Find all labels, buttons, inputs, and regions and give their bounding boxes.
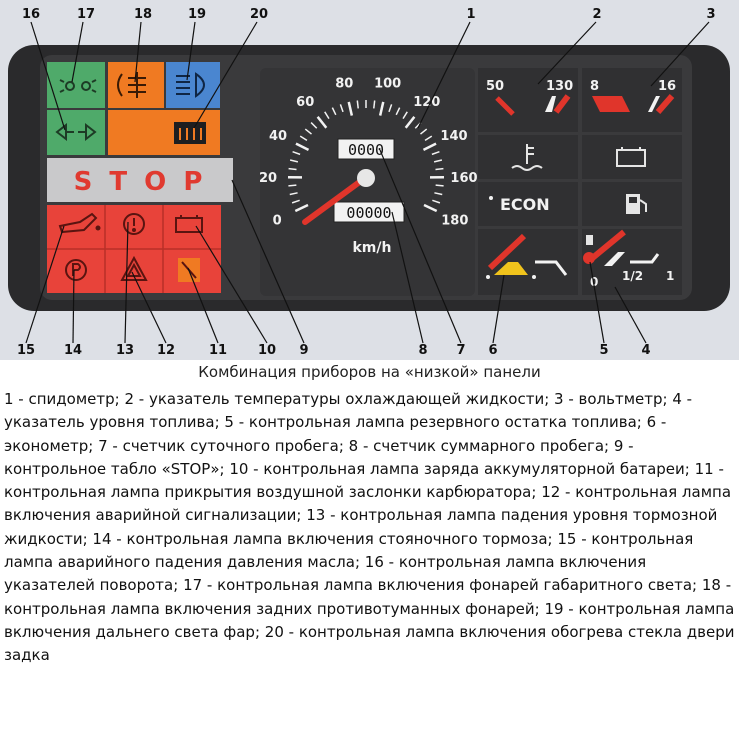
callout-10: 10: [257, 343, 277, 358]
total-counter: 00000: [346, 204, 392, 222]
callout-12: 12: [156, 343, 176, 358]
speed-minor-tick: [435, 169, 443, 170]
callout-8: 8: [418, 343, 428, 358]
callout-20: 20: [249, 7, 269, 22]
battery-lamp-right: [582, 135, 682, 179]
daily-counter: 0000: [347, 141, 385, 159]
callout-5: 5: [599, 343, 609, 358]
speed-tick-label: 80: [335, 76, 354, 92]
figure-caption: Комбинация приборов на «низкой» панели: [198, 363, 541, 381]
speed-minor-tick: [374, 100, 375, 108]
instrument-cluster-figure: [0, 0, 739, 360]
speed-tick-label: 160: [450, 171, 478, 187]
speed-minor-tick: [289, 169, 297, 170]
callout-4: 4: [641, 343, 651, 358]
legend-line: 1 - спидометр; 2 - указатель температуры охлаждающей жидкости; 3 - вольтметр; 4 - указатель уровня топлива; 5 - контрольная лампа резервного остатка топлива;: [4, 390, 693, 432]
fuel-half-label: 1/2: [622, 269, 644, 283]
callout-2: 2: [592, 7, 602, 22]
stop-label: S T O P: [73, 167, 207, 197]
callout-14: 14: [63, 343, 83, 358]
speed-tick-label: 0: [272, 213, 282, 229]
speed-minor-tick: [288, 185, 296, 186]
callout-6: 6: [488, 343, 498, 358]
callout-7: 7: [456, 343, 466, 358]
volt-low-label: 8: [590, 79, 600, 94]
speed-tick-label: 180: [441, 213, 469, 229]
reserve-fuel-icon: [586, 235, 593, 245]
speed-tick-label: 120: [413, 95, 441, 111]
callout-16: 16: [21, 7, 41, 22]
callout-17: 17: [76, 7, 96, 22]
legend-line: 19 - контрольная лампа включения дальнего света фар; 20 - контрольная лампа включения обогрева стекла двери задка: [4, 599, 735, 665]
instrument-cluster-diagram: [0, 0, 739, 360]
legend-line: 15 - контрольная лампа аварийного падения давления масла; 16 - контрольная лампа включения указателей поворота;: [4, 529, 694, 595]
rear-defrost-icon: [174, 122, 206, 144]
callout-13: 13: [115, 343, 135, 358]
legend-line: 17 - контрольная лампа включения фонарей габаритного света; 18 - контрольная лампа включения задних противотуманных фонарей;: [4, 576, 732, 618]
fuel-zero-label: 0: [590, 275, 599, 289]
callout-9: 9: [299, 343, 309, 358]
econ-label: ECON: [500, 195, 550, 214]
callout-19: 19: [187, 7, 207, 22]
callout-1: 1: [466, 7, 476, 22]
speed-tick-label: 40: [268, 128, 288, 144]
speed-minor-tick: [436, 185, 444, 186]
speed-tick-label: 100: [374, 76, 402, 92]
temp-high-label: 130: [546, 79, 574, 94]
speed-unit: km/h: [352, 240, 392, 256]
legend-line: 6 - эконометр; 7 - счетчик суточного пробега; 8 - счетчик суммарного пробега; 9 - контрольное табло «STOP»; 10 - контрольная лампа заряда аккумуляторной батареи;: [4, 413, 690, 478]
volt-high-label: 16: [658, 79, 677, 94]
lamp-high-beam: [166, 62, 220, 108]
fuel-full-label: 1: [666, 269, 675, 283]
callout-11: 11: [208, 343, 228, 358]
lamp-turn-signals: [47, 110, 105, 155]
legend-line: 13 - контрольная лампа падения уровня тормозной жидкости; 14 - контрольная лампа включения стояночного тормоза;: [4, 506, 718, 548]
speed-tick-label: 140: [440, 128, 468, 144]
callout-3: 3: [706, 7, 716, 22]
speed-minor-tick: [357, 100, 358, 108]
legend: [4, 388, 736, 668]
callout-18: 18: [133, 7, 153, 22]
callout-15: 15: [16, 343, 36, 358]
speed-tick-label: 20: [258, 171, 278, 187]
speed-tick-label: 60: [296, 95, 315, 111]
legend-line: 11 - контрольная лампа прикрытия воздушной заслонки карбюратора; 12 - контрольная лампа включения аварийной сигнализации;: [4, 459, 732, 525]
temp-low-label: 50: [486, 79, 505, 94]
